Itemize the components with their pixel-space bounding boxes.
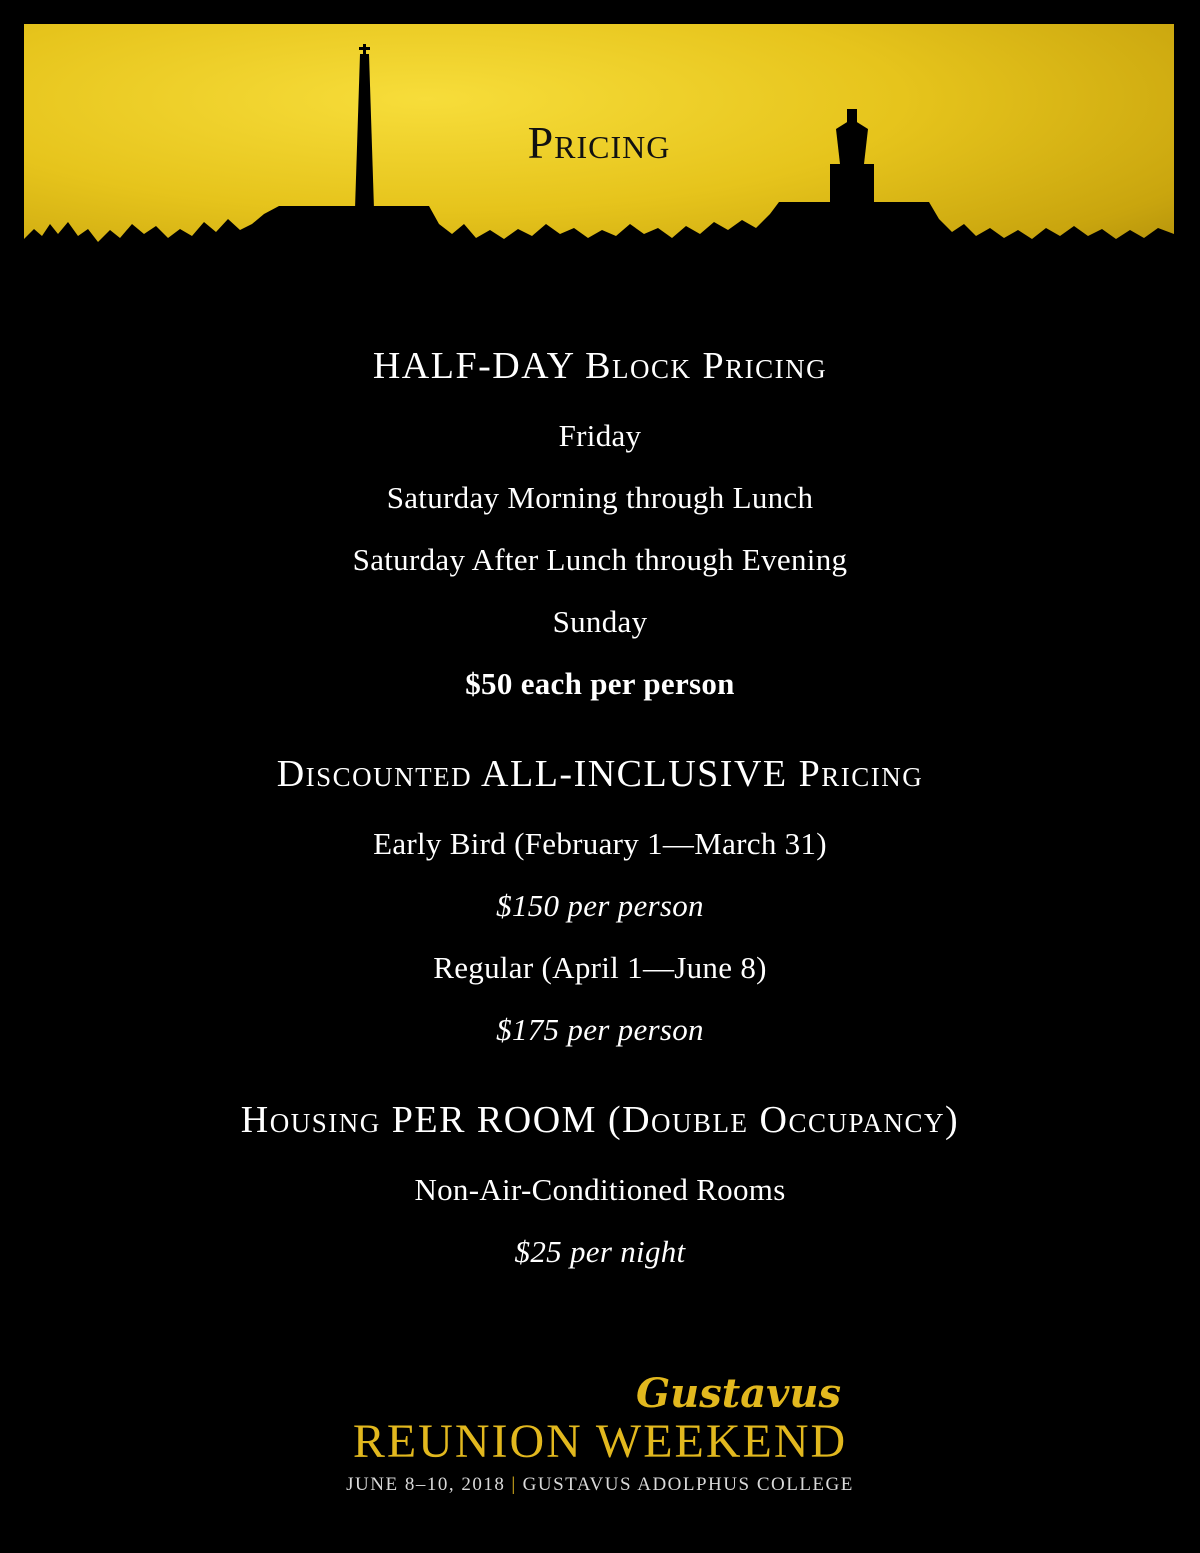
pricing-line: Regular (April 1—June 8) bbox=[433, 950, 767, 985]
pricing-content bbox=[0, 335, 1200, 1311]
pricing-line: Saturday After Lunch through Evening bbox=[352, 542, 848, 577]
price-line: $50 each per person bbox=[465, 666, 735, 701]
event-dates: JUNE 8–10, 2018 bbox=[346, 1474, 506, 1495]
logo-main-text: REUNION WEEKEND bbox=[352, 1415, 848, 1468]
all-inclusive-pricing-section bbox=[0, 743, 1200, 1061]
pricing-line: Sunday bbox=[552, 604, 648, 639]
pricing-line: Non-Air-Conditioned Rooms bbox=[414, 1172, 786, 1207]
logo-separator: | bbox=[511, 1474, 517, 1495]
section-heading: Housing PER ROOM (Double Occupancy) bbox=[240, 1099, 960, 1141]
pricing-line: Saturday Morning through Lunch bbox=[386, 480, 814, 515]
price-line: $150 per person bbox=[496, 888, 704, 923]
price-line: $175 per person bbox=[496, 1012, 704, 1047]
logo-subtitle bbox=[0, 1474, 1200, 1496]
price-line: $25 per night bbox=[514, 1234, 686, 1269]
half-day-pricing-section bbox=[0, 335, 1200, 715]
college-name: GUSTAVUS ADOLPHUS COLLEGE bbox=[522, 1474, 854, 1495]
section-heading: HALF-DAY Block Pricing bbox=[372, 345, 828, 387]
section-heading: Discounted ALL-INCLUSIVE Pricing bbox=[276, 753, 924, 795]
pricing-line: Early Bird (February 1—March 31) bbox=[373, 826, 827, 861]
pricing-line: Friday bbox=[558, 418, 642, 453]
header-banner bbox=[24, 24, 1174, 274]
logo-script-text: Gustavus bbox=[636, 1370, 841, 1417]
housing-pricing-section bbox=[0, 1089, 1200, 1283]
page-title: Pricing bbox=[527, 117, 671, 168]
